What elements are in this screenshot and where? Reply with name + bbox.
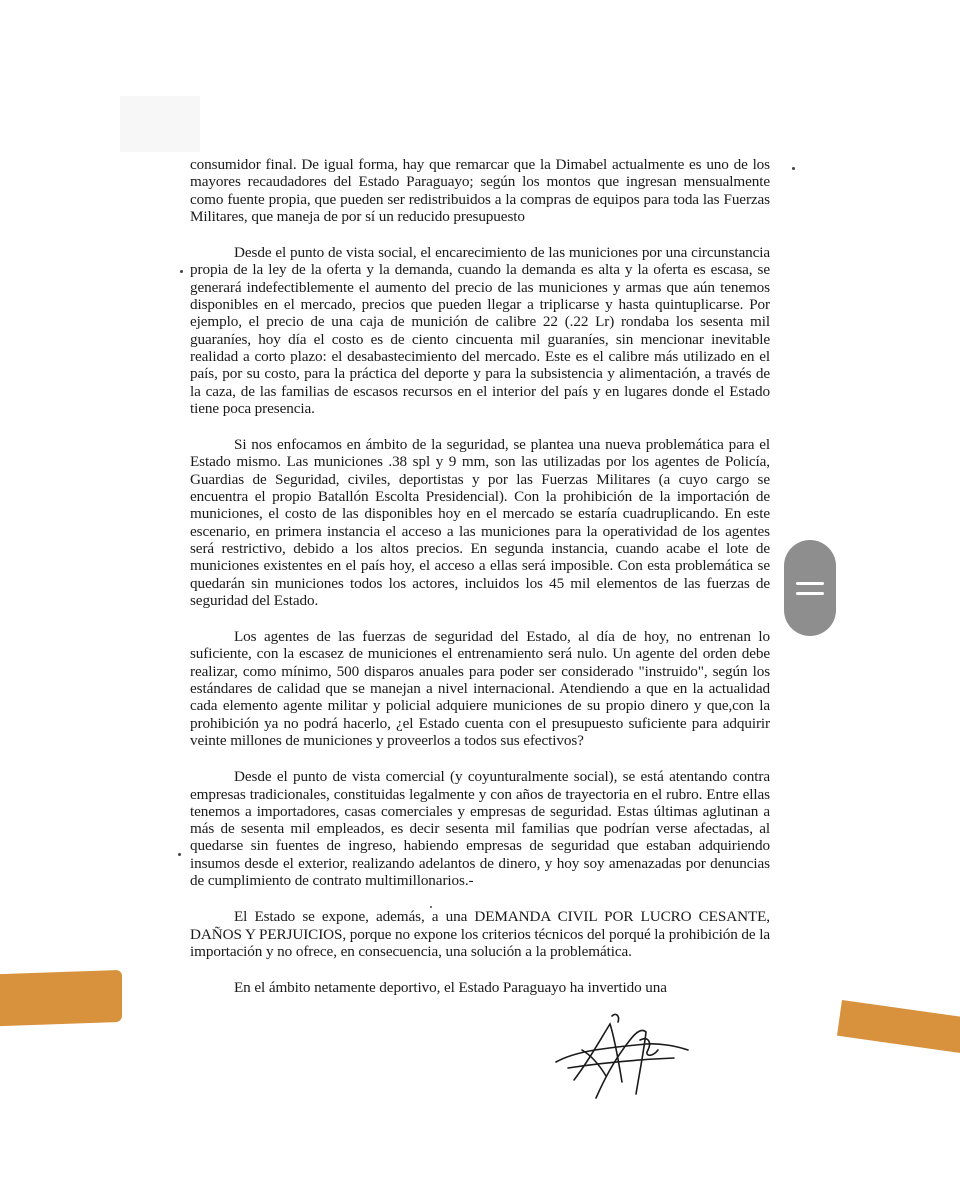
drag-handle-icon <box>796 592 824 595</box>
signature-scribble <box>548 1010 698 1102</box>
document-body <box>190 156 770 996</box>
paragraph-5: Desde el punto de vista comercial (y coyunturalmente social), se está atentando contra empresas tradicionales, constituidas legalmente y con años de trayectoria en el rubro. Entre ellas tenemos a importadores, casas comerciales y empresas de seguridad. Estas últimas aglutinan a más de sesenta mil empleados, es decir sesenta mil familias que podrían verse afectadas, al quedarse sin fuentes de ingreso, habiendo empresas de seguridad que estaban adquiriendo insumos desde el exterior, realizando adelantos de dinero, y hoy soy amenazadas por denuncias de cumplimiento de contrato multimillonarios.- <box>190 768 770 889</box>
paragraph-3: Si nos enfocamos en ámbito de la seguridad, se plantea una nueva problemática para el Estado mismo. Las municiones .38 spl y 9 mm, son las utilizadas por los agentes de Policía, Guardias de Seguridad, civiles, deportistas y por las Fuerzas Militares (a cuyo cargo se encuentra el propio Batallón Escolta Presidencial). Con la prohibición de la importación de municiones, el costo de las disponibles hoy en el mercado se estaría cuadruplicando. En este escenario, en primera instancia el acceso a las municiones para la operatividad de los agentes será restrictivo, debido a los altos precios. En segunda instancia, cuando acabe el lote de municiones existentes en el país hoy, el acceso a ellas será imposible. Con esta problemática se quedarán sin municiones todos los actores, incluidos los 45 mil elementos de las fuerzas de seguridad del Estado. <box>190 436 770 609</box>
paragraph-1: consumidor final. De igual forma, hay que remarcar que la Dimabel actualmente es uno de los mayores recaudadores del Estado Paraguayo; según los montos que ingresan mensualmente como fuente propia, que pueden ser redistribuidos a la compras de equipos para toda las Fuerzas Militares, que maneja de por sí un reducido presupuesto <box>190 156 770 225</box>
paragraph-6: El Estado se expone, además, a una DEMANDA CIVIL POR LUCRO CESANTE, DAÑOS Y PERJUICIOS, porque no expone los criterios técnicos del porqué la prohibición de la importación y no ofrece, en consecuencia, una solución a la problemática. <box>190 908 770 960</box>
scan-shadow <box>120 96 200 152</box>
scan-speck <box>180 270 183 273</box>
paragraph-2: Desde el punto de vista social, el encarecimiento de las municiones por una circunstancia propia de la ley de la oferta y la demanda, cuando la demanda es alta y la oferta es escasa, se generará indefectiblemente el aumento del precio de las municiones y armas que aún tenemos disponibles en el mercado, precios que pueden llegar a triplicarse y hasta quintuplicarse. Por ejemplo, el precio de una caja de munición de calibre 22 (.22 Lr) rondaba los sesenta mil guaraníes, hoy día el costo es de ciento cincuenta mil guaraníes, sin mencionar inevitable realidad a corto plazo: el desabastecimiento del mercado. Este es el calibre más utilizado en el país, por su costo, para la práctica del deporte y para la subsistencia y alimentación, a través de la caza, de las familias de escasos recursos en el interior del país y en lugares donde el Estado tiene poca presencia. <box>190 244 770 417</box>
paragraph-7: En el ámbito netamente deportivo, el Estado Paraguayo ha invertido una <box>234 979 667 997</box>
scan-speck <box>178 853 181 856</box>
scroll-handle[interactable] <box>784 540 836 636</box>
paragraph-4: Los agentes de las fuerzas de seguridad del Estado, al día de hoy, no entrenan lo suficiente, con la escasez de municiones el entrenamiento será nulo. Un agente del orden debe realizar, como mínimo, 500 disparos anuales para poder ser considerado "instruido", según los estándares de calidad que se manejan a nivel internacional. Atendiendo a que en la actualidad cada elemento agente militar y policial adquiere municiones de su propio dinero y que,con la prohibición ya no podrá hacerlo, ¿el Estado cuenta con el presupuesto suficiente para adquirir veinte millones de municiones y proveerlos a todos sus efectivos? <box>190 628 770 749</box>
decorative-orange-stripe-left <box>0 970 122 1026</box>
scan-speck <box>430 906 432 908</box>
drag-handle-icon <box>796 582 824 585</box>
scan-speck <box>792 167 795 170</box>
